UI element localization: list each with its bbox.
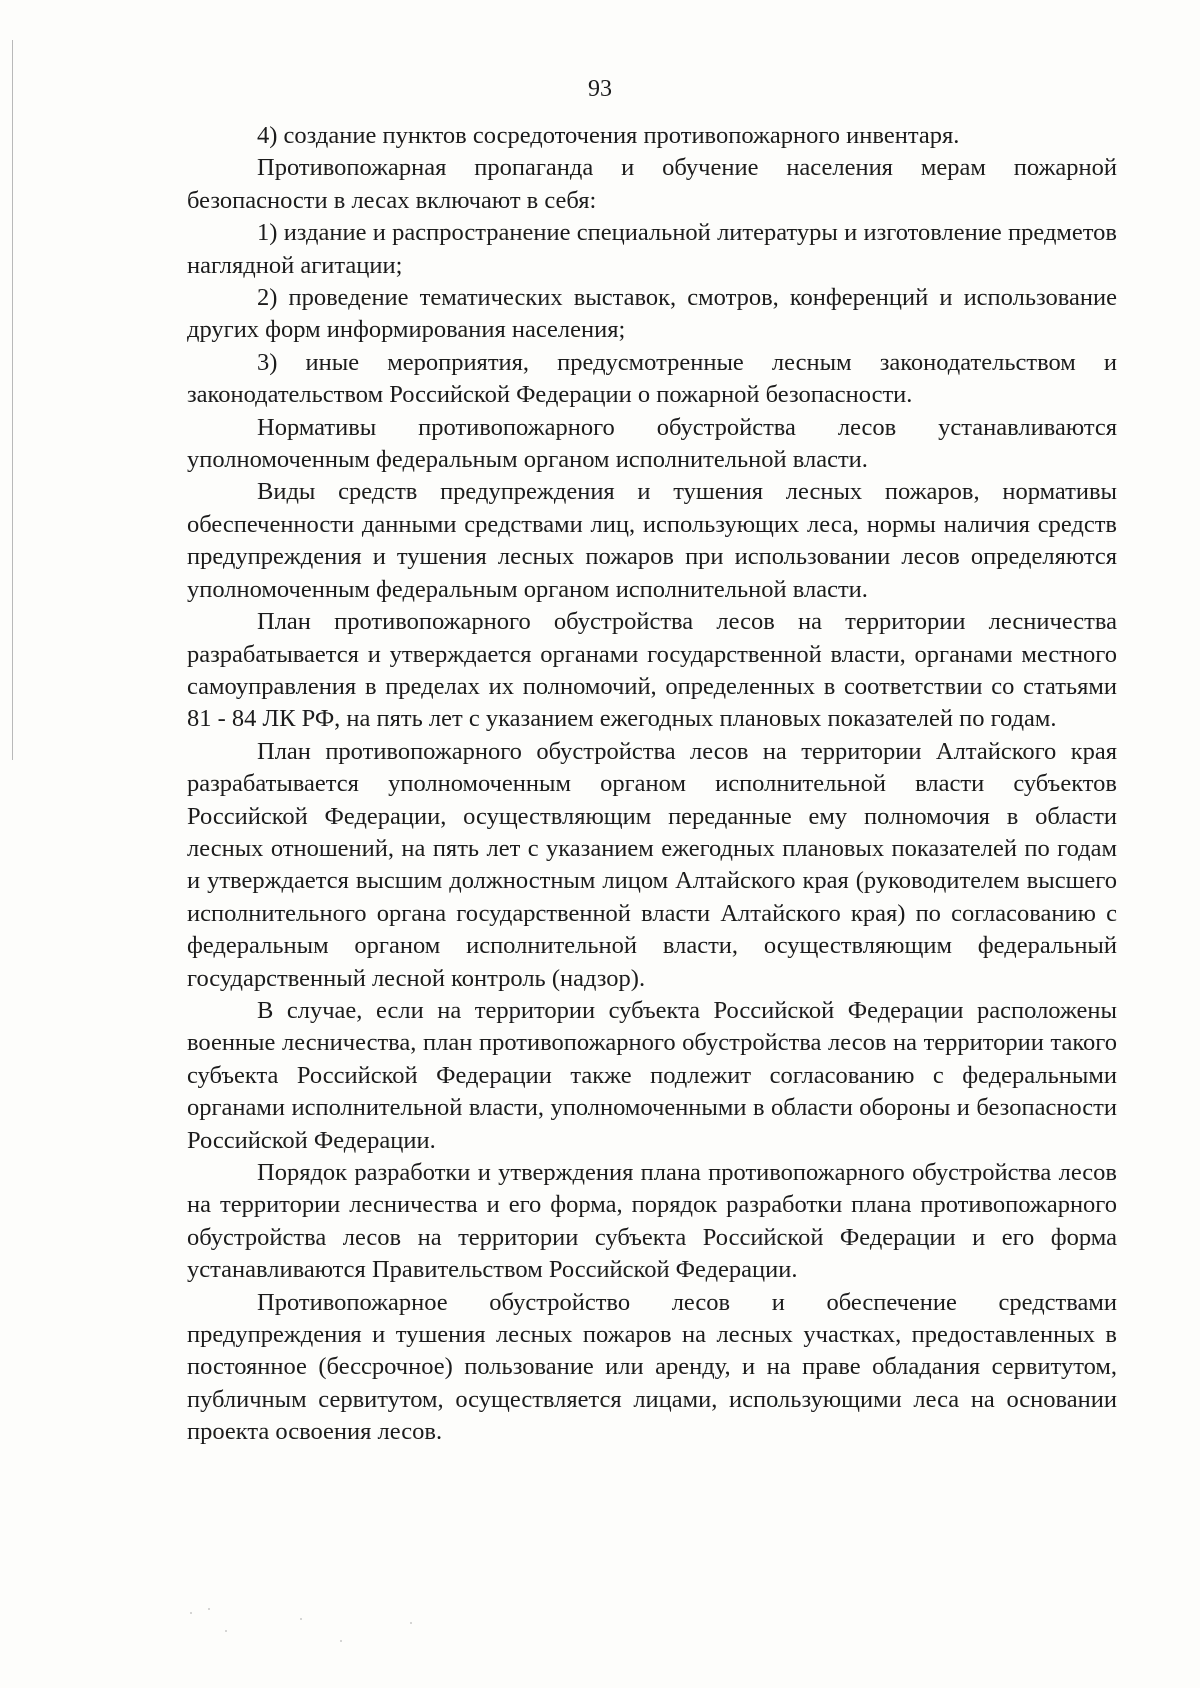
page-number: 93 [588,76,612,102]
paragraph-altai-plan: План противопожарного обустройства лесов на территории Алтайского края разрабатывается уполномоченным органом исполнительной власти субъектов Российской Федерации, осуществляющим переданные ему полномочия в области лесных отношений, на пять лет с указанием ежегодных плановых показателей по годам и утверждается высшим должностным лицом Алтайского края (руководителем высшего исполнительного органа государственной власти Алтайского края) по согласованию с федеральным органом исполнительной власти, осуществляющим федеральный государственный лесной контроль (надзор). [187,737,1117,992]
paragraph-military-forestry: В случае, если на территории субъекта Российской Федерации расположены военные лесничества, план противопожарного обустройства лесов на территории такого субъекта Российской Федерации также подлежит согласованию с федеральными органами исполнительной власти, уполномоченными в области обороны и безопасности Российской Федерации. [187,996,1117,1154]
paragraph-item-2: 2) проведение тематических выставок, смотров, конференций и использование других форм информирования населения; [187,284,1117,344]
paragraph-means-types: Виды средств предупреждения и тушения лесных пожаров, нормативы обеспеченности данными средствами лиц, использующих леса, нормы наличия средств предупреждения и тушения лесных пожаров при использовании лесов определяются уполномоченным федеральным органом исполнительной власти. [187,478,1117,603]
paragraph-propaganda-intro: Противопожарная пропаганда и обучение населения мерам пожарной безопасности в лесах включают в себя: [187,154,1117,214]
paragraph-item-3: 3) иные мероприятия, предусмотренные лесным законодательством и законодательством Российской Федерации о пожарной безопасности. [187,348,1117,409]
paragraph-norms: Нормативы противопожарного обустройства лесов устанавливаются уполномоченным федеральным органом исполнительной власти. [187,413,1117,474]
scan-noise [180,1600,480,1660]
paragraph-forestry-plan: План противопожарного обустройства лесов на территории лесничества разрабатывается и утверждается органами государственной власти, органами местного самоуправления в пределах их полномочий, определенных в соответствии со статьями 81 - 84 ЛК РФ, на пять лет с указанием ежегодных плановых показателей по годам. [187,608,1117,733]
scan-binding-edge [12,40,13,760]
document-body [187,120,1117,1449]
paragraph-leased-plots: Противопожарное обустройство лесов и обеспечение средствами предупреждения и тушения лесных пожаров на лесных участках, предоставленных в постоянное (бессрочное) пользование или аренду, и на праве обладания сервитутом, публичным сервитутом, осуществляется лицами, использующими леса на основании проекта освоения лесов. [187,1288,1117,1446]
paragraph-item-1: 1) издание и распространение специальной литературы и изготовление предметов наглядной агитации; [187,219,1117,279]
paragraph-item-4: 4) создание пунктов сосредоточения противопожарного инвентаря. [257,122,960,149]
paragraph-procedure: Порядок разработки и утверждения плана противопожарного обустройства лесов на территории лесничества и его форма, порядок разработки плана противопожарного обустройства лесов на территории субъекта Российской Федерации и его форма устанавливаются Правительством Российской Федерации. [187,1159,1117,1284]
